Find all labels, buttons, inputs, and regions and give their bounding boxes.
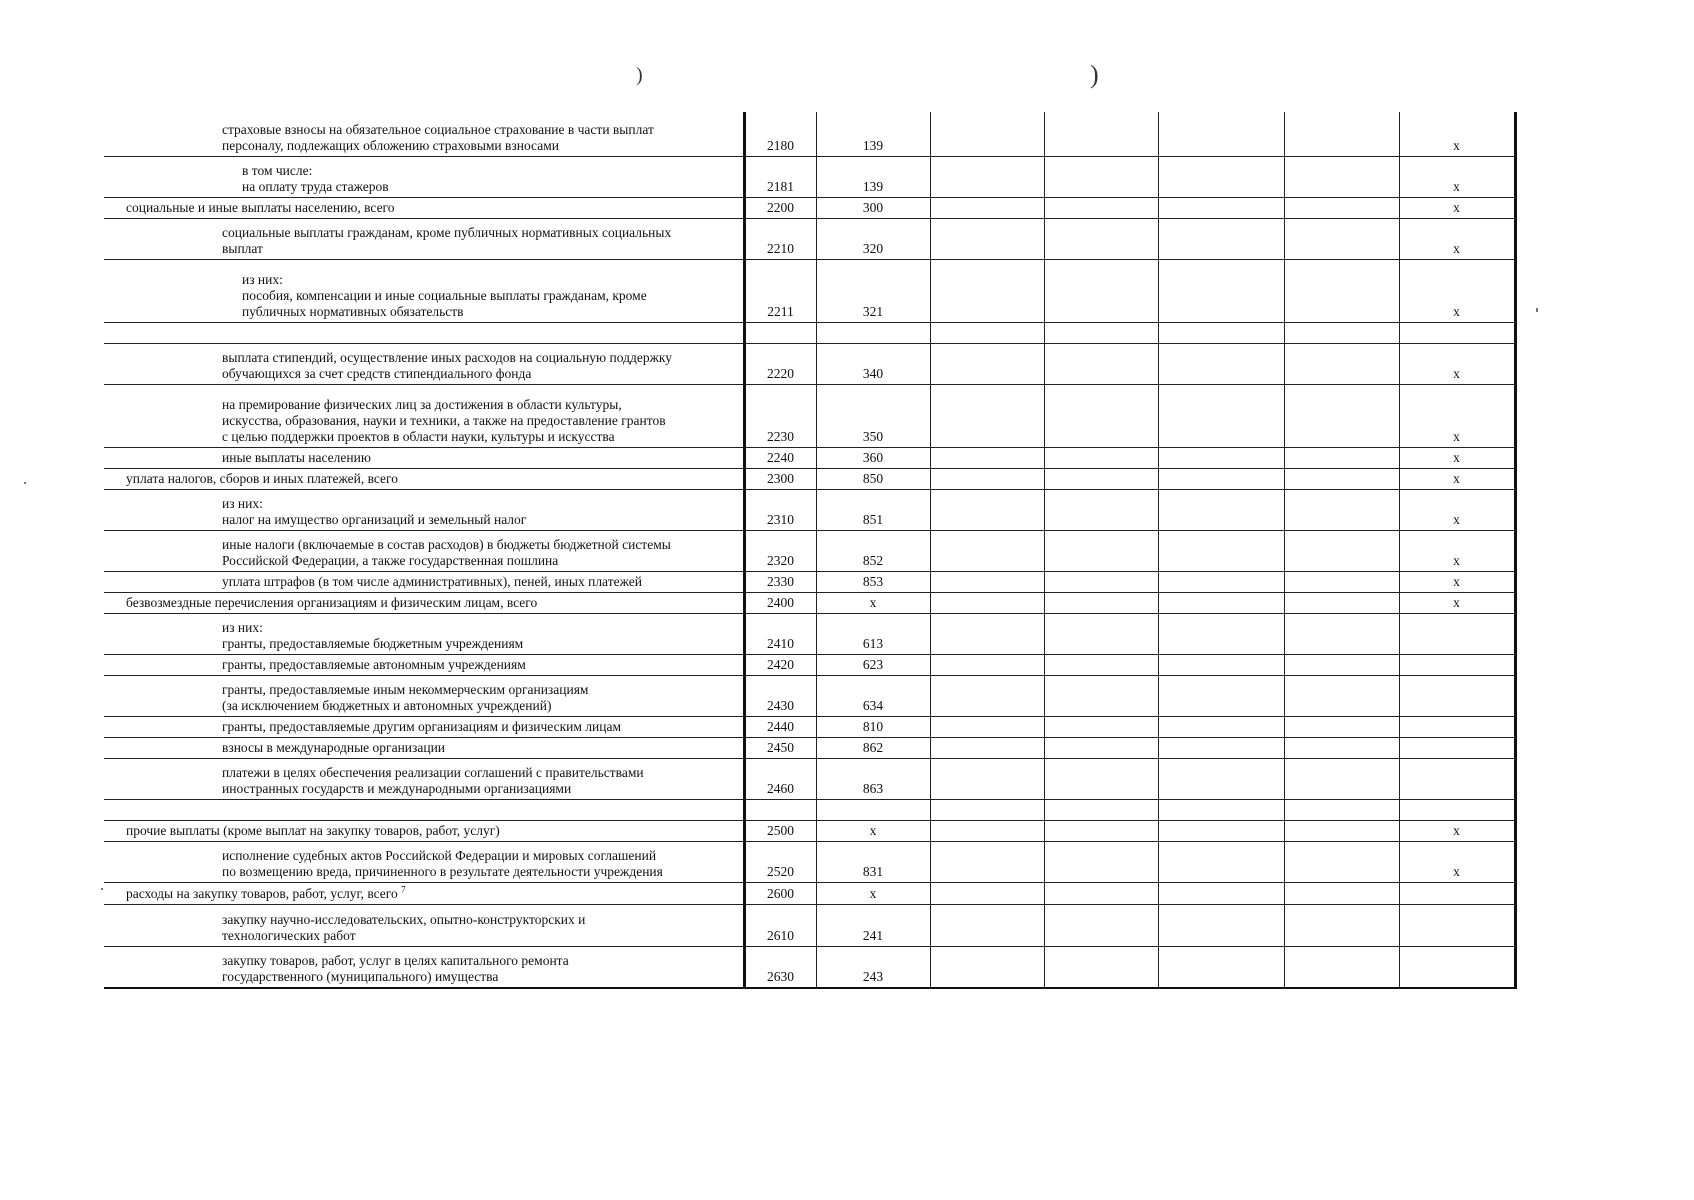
last-column-cell: x [1399, 447, 1515, 468]
amount-cell[interactable] [1044, 197, 1158, 218]
description-line: технологических работ [222, 927, 356, 943]
amount-cell[interactable] [1158, 218, 1284, 259]
row-description [104, 156, 744, 197]
amount-cell[interactable] [1158, 259, 1284, 322]
table-row [104, 384, 1515, 447]
line-code-cell: 2230 [744, 384, 816, 447]
description-line: социальные выплаты гражданам, кроме публичных нормативных социальных [222, 224, 672, 240]
amount-cell[interactable] [930, 675, 1044, 716]
amount-cell[interactable] [1044, 156, 1158, 197]
classification-code-cell: 139 [816, 112, 930, 156]
scan-speck [24, 482, 26, 484]
last-column-cell: x [1399, 197, 1515, 218]
amount-cell[interactable] [930, 737, 1044, 758]
description-line [222, 325, 739, 341]
classification-code-cell: x [816, 882, 930, 904]
amount-cell[interactable] [1158, 882, 1284, 904]
last-column-cell: x [1399, 259, 1515, 322]
classification-code-cell: 862 [816, 737, 930, 758]
table-row [104, 799, 1515, 820]
last-column-cell: x [1399, 384, 1515, 447]
amount-cell[interactable] [1284, 882, 1399, 904]
amount-cell[interactable] [930, 841, 1044, 882]
classification-code-cell: 613 [816, 613, 930, 654]
amount-cell[interactable] [930, 468, 1044, 489]
table-row [104, 530, 1515, 571]
amount-cell[interactable] [1158, 468, 1284, 489]
classification-code-cell: 810 [816, 716, 930, 737]
classification-code-cell: 321 [816, 259, 930, 322]
amount-cell[interactable] [1284, 259, 1399, 322]
description-line: закупку научно-исследовательских, опытно-конструкторских и [222, 911, 586, 927]
classification-code-cell: 851 [816, 489, 930, 530]
amount-cell[interactable] [1284, 841, 1399, 882]
classification-code-cell: 360 [816, 447, 930, 468]
line-code-cell: 2430 [744, 675, 816, 716]
description-line: персоналу, подлежащих обложению страховыми взносами [222, 137, 559, 153]
line-code-cell: 2600 [744, 882, 816, 904]
amount-cell[interactable] [1044, 259, 1158, 322]
row-description [104, 758, 744, 799]
amount-cell[interactable] [1284, 384, 1399, 447]
description-line: гранты, предоставляемые бюджетным учреждениям [222, 635, 524, 651]
amount-cell[interactable] [930, 654, 1044, 675]
amount-cell[interactable] [1158, 592, 1284, 613]
amount-cell[interactable] [1044, 758, 1158, 799]
amount-cell[interactable] [1158, 343, 1284, 384]
row-description [104, 447, 744, 468]
description-line: пособия, компенсации и иные социальные выплаты гражданам, кроме [242, 287, 647, 303]
description-line: государственного (муниципального) имущества [222, 969, 499, 984]
amount-cell[interactable] [1284, 571, 1399, 592]
table-row [104, 904, 1515, 946]
amount-cell[interactable] [1044, 882, 1158, 904]
amount-cell[interactable] [1284, 468, 1399, 489]
amount-cell[interactable] [1044, 675, 1158, 716]
row-description [104, 322, 744, 343]
amount-cell[interactable] [1044, 737, 1158, 758]
amount-cell[interactable] [1284, 904, 1399, 946]
description-line: иные выплаты населению [222, 449, 371, 465]
row-description [104, 799, 744, 820]
amount-cell[interactable] [1158, 530, 1284, 571]
last-column-cell: x [1399, 841, 1515, 882]
table-row [104, 841, 1515, 882]
table-row [104, 218, 1515, 259]
classification-code-cell: 623 [816, 654, 930, 675]
amount-cell[interactable] [1158, 156, 1284, 197]
row-description [104, 654, 744, 675]
last-column-cell [1399, 716, 1515, 737]
amount-cell[interactable] [1158, 654, 1284, 675]
stray-mark-left: ) [636, 64, 643, 86]
line-code-cell: 2450 [744, 737, 816, 758]
line-code-cell: 2610 [744, 904, 816, 946]
description-line: Российской Федерации, а также государственная пошлина [222, 552, 559, 568]
amount-cell[interactable] [930, 882, 1044, 904]
description-line: гранты, предоставляемые другим организациям и физическим лицам [222, 718, 622, 734]
last-column-cell: x [1399, 468, 1515, 489]
description-line: уплата налогов, сборов и иных платежей, всего [126, 470, 398, 486]
amount-cell[interactable] [1044, 654, 1158, 675]
amount-cell[interactable] [1044, 112, 1158, 156]
table-row [104, 654, 1515, 675]
last-column-cell [1399, 675, 1515, 716]
classification-code-cell [816, 322, 930, 343]
row-description [104, 592, 744, 613]
description-line: страховые взносы на обязательное социальное страхование в части выплат [222, 121, 654, 137]
amount-cell[interactable] [930, 489, 1044, 530]
line-code-cell: 2181 [744, 156, 816, 197]
last-column-cell [1399, 758, 1515, 799]
amount-cell[interactable] [1284, 946, 1399, 988]
amount-cell[interactable] [1044, 447, 1158, 468]
last-column-cell: x [1399, 218, 1515, 259]
amount-cell[interactable] [1158, 197, 1284, 218]
table-row [104, 343, 1515, 384]
description-line: с целью поддержки проектов в области науки, культуры и искусства [222, 428, 615, 444]
amount-cell[interactable] [930, 197, 1044, 218]
table-row [104, 322, 1515, 343]
description-line: безвозмездные перечисления организациям и физическим лицам, всего [126, 594, 538, 610]
amount-cell[interactable] [930, 799, 1044, 820]
amount-cell[interactable] [1158, 384, 1284, 447]
line-code-cell: 2320 [744, 530, 816, 571]
classification-code-cell: 850 [816, 468, 930, 489]
amount-cell[interactable] [1158, 799, 1284, 820]
description-line: выплата стипендий, осуществление иных расходов на социальную поддержку [222, 349, 673, 365]
description-line: иные налоги (включаемые в состав расходов) в бюджеты бюджетной системы [222, 536, 671, 552]
last-column-cell: x [1399, 112, 1515, 156]
table-row [104, 758, 1515, 799]
amount-cell[interactable] [930, 904, 1044, 946]
table-row [104, 737, 1515, 758]
description-line [126, 886, 739, 902]
table-body [104, 112, 1515, 988]
amount-cell[interactable] [1044, 841, 1158, 882]
line-code-cell: 2220 [744, 343, 816, 384]
scan-speck [1536, 308, 1538, 312]
amount-cell[interactable] [1284, 322, 1399, 343]
description-line [222, 802, 739, 818]
amount-cell[interactable] [1158, 841, 1284, 882]
amount-cell[interactable] [930, 758, 1044, 799]
amount-cell[interactable] [1044, 716, 1158, 737]
description-line: гранты, предоставляемые иным некоммерческим организациям [222, 681, 589, 697]
amount-cell[interactable] [1284, 112, 1399, 156]
row-description [104, 737, 744, 758]
row-description [104, 675, 744, 716]
row-description [104, 468, 744, 489]
amount-cell[interactable] [930, 384, 1044, 447]
line-code-cell: 2410 [744, 613, 816, 654]
amount-cell[interactable] [1158, 820, 1284, 841]
table-row [104, 592, 1515, 613]
description-line: на премирование физических лиц за достижения в области культуры, [222, 396, 622, 412]
row-description [104, 571, 744, 592]
description-line: из них: [222, 495, 263, 511]
table-row [104, 489, 1515, 530]
classification-code-cell: 350 [816, 384, 930, 447]
amount-cell[interactable] [1044, 489, 1158, 530]
row-description [104, 197, 744, 218]
amount-cell[interactable] [1284, 197, 1399, 218]
amount-cell[interactable] [930, 613, 1044, 654]
amount-cell[interactable] [1284, 654, 1399, 675]
amount-cell[interactable] [1044, 592, 1158, 613]
description-line: прочие выплаты (кроме выплат на закупку товаров, работ, услуг) [126, 822, 500, 838]
table-row [104, 820, 1515, 841]
classification-code-cell: 863 [816, 758, 930, 799]
amount-cell[interactable] [930, 946, 1044, 988]
description-line-text: расходы на закупку товаров, работ, услуг, всего [126, 885, 398, 901]
expenses-table [104, 112, 1517, 989]
amount-cell[interactable] [1158, 737, 1284, 758]
table-row [104, 675, 1515, 716]
amount-cell[interactable] [1158, 112, 1284, 156]
line-code-cell: 2400 [744, 592, 816, 613]
description-line: иностранных государств и международными организациями [222, 780, 572, 796]
row-description [104, 112, 744, 156]
description-line: налог на имущество организаций и земельный налог [222, 511, 527, 527]
amount-cell[interactable] [1044, 613, 1158, 654]
row-description [104, 882, 744, 904]
description-line: социальные и иные выплаты населению, всего [126, 199, 395, 215]
amount-cell[interactable] [1284, 675, 1399, 716]
table-row [104, 613, 1515, 654]
amount-cell[interactable] [1158, 675, 1284, 716]
amount-cell[interactable] [1044, 384, 1158, 447]
row-description [104, 343, 744, 384]
table-row [104, 571, 1515, 592]
classification-code-cell: 139 [816, 156, 930, 197]
classification-code-cell: 831 [816, 841, 930, 882]
table-row [104, 468, 1515, 489]
amount-cell[interactable] [1044, 468, 1158, 489]
table-row [104, 447, 1515, 468]
amount-cell[interactable] [1044, 218, 1158, 259]
stray-mark-right: ) [1090, 60, 1099, 89]
description-line: из них: [222, 619, 263, 635]
last-column-cell: x [1399, 489, 1515, 530]
description-line: обучающихся за счет средств стипендиального фонда [222, 365, 532, 381]
amount-cell[interactable] [1158, 613, 1284, 654]
amount-cell[interactable] [1158, 758, 1284, 799]
description-line: по возмещению вреда, причиненного в результате деятельности учреждения [222, 863, 663, 879]
scan-speck [101, 888, 103, 890]
row-description [104, 841, 744, 882]
last-column-cell [1399, 946, 1515, 988]
amount-cell[interactable] [1158, 322, 1284, 343]
description-line: закупку товаров, работ, услуг в целях капитального ремонта [222, 953, 569, 968]
last-column-cell: x [1399, 571, 1515, 592]
amount-cell[interactable] [930, 716, 1044, 737]
last-column-cell: x [1399, 530, 1515, 571]
amount-cell[interactable] [1044, 530, 1158, 571]
classification-code-cell [816, 799, 930, 820]
line-code-cell: 2520 [744, 841, 816, 882]
last-column-cell [1399, 613, 1515, 654]
table-row [104, 112, 1515, 156]
amount-cell[interactable] [930, 112, 1044, 156]
line-code-cell: 2440 [744, 716, 816, 737]
line-code-cell: 2210 [744, 218, 816, 259]
table-row [104, 197, 1515, 218]
amount-cell[interactable] [930, 447, 1044, 468]
amount-cell[interactable] [1284, 447, 1399, 468]
description-line: исполнение судебных актов Российской Федерации и мировых соглашений [222, 847, 657, 863]
classification-code-cell: 320 [816, 218, 930, 259]
line-code-cell: 2420 [744, 654, 816, 675]
amount-cell[interactable] [930, 322, 1044, 343]
amount-cell[interactable] [1284, 613, 1399, 654]
line-code-cell: 2200 [744, 197, 816, 218]
amount-cell[interactable] [1284, 218, 1399, 259]
table-row [104, 156, 1515, 197]
description-line: взносы в международные организации [222, 739, 446, 755]
row-description [104, 820, 744, 841]
amount-cell[interactable] [1284, 820, 1399, 841]
row-description [104, 946, 744, 988]
line-code-cell: 2180 [744, 112, 816, 156]
row-description [104, 259, 744, 322]
amount-cell[interactable] [1158, 716, 1284, 737]
amount-cell[interactable] [1158, 489, 1284, 530]
last-column-cell: x [1399, 343, 1515, 384]
amount-cell[interactable] [930, 820, 1044, 841]
last-column-cell [1399, 737, 1515, 758]
description-line: платежи в целях обеспечения реализации соглашений с правительствами [222, 764, 644, 780]
description-line: уплата штрафов (в том числе административных), пеней, иных платежей [222, 573, 642, 589]
line-code-cell: 2500 [744, 820, 816, 841]
description-line: публичных нормативных обязательств [242, 303, 464, 319]
classification-code-cell: 852 [816, 530, 930, 571]
last-column-cell [1399, 904, 1515, 946]
row-description [104, 489, 744, 530]
amount-cell[interactable] [1158, 447, 1284, 468]
amount-cell[interactable] [1044, 343, 1158, 384]
line-code-cell: 2300 [744, 468, 816, 489]
description-line: искусства, образования, науки и техники, а также на предоставление грантов [222, 412, 666, 428]
line-code-cell: 2240 [744, 447, 816, 468]
classification-code-cell: x [816, 592, 930, 613]
last-column-cell: x [1399, 820, 1515, 841]
amount-cell[interactable] [930, 156, 1044, 197]
amount-cell[interactable] [930, 259, 1044, 322]
description-line: (за исключением бюджетных и автономных учреждений) [222, 697, 552, 713]
amount-cell[interactable] [1044, 571, 1158, 592]
table-row [104, 259, 1515, 322]
amount-cell[interactable] [1284, 799, 1399, 820]
description-line: на оплату труда стажеров [242, 178, 389, 194]
amount-cell[interactable] [1158, 946, 1284, 988]
amount-cell[interactable] [930, 571, 1044, 592]
row-description [104, 904, 744, 946]
last-column-cell: x [1399, 592, 1515, 613]
classification-code-cell: 340 [816, 343, 930, 384]
amount-cell[interactable] [1044, 946, 1158, 988]
amount-cell[interactable] [1284, 592, 1399, 613]
amount-cell[interactable] [1284, 758, 1399, 799]
classification-code-cell: 300 [816, 197, 930, 218]
amount-cell[interactable] [930, 218, 1044, 259]
line-code-cell: 2460 [744, 758, 816, 799]
last-column-cell [1399, 322, 1515, 343]
amount-cell[interactable] [1284, 737, 1399, 758]
last-column-cell: x [1399, 156, 1515, 197]
table-row [104, 882, 1515, 904]
description-line: выплат [222, 240, 263, 256]
amount-cell[interactable] [1158, 904, 1284, 946]
row-description [104, 613, 744, 654]
amount-cell[interactable] [1284, 156, 1399, 197]
amount-cell[interactable] [1284, 343, 1399, 384]
line-code-cell [744, 799, 816, 820]
table-row [104, 716, 1515, 737]
description-line: гранты, предоставляемые автономным учреждениям [222, 656, 526, 672]
classification-code-cell: 634 [816, 675, 930, 716]
amount-cell[interactable] [930, 343, 1044, 384]
line-code-cell: 2330 [744, 571, 816, 592]
last-column-cell [1399, 882, 1515, 904]
description-line: из них: [242, 271, 283, 287]
amount-cell[interactable] [1284, 716, 1399, 737]
row-description [104, 384, 744, 447]
classification-code-cell: 853 [816, 571, 930, 592]
line-code-cell: 2630 [744, 946, 816, 988]
amount-cell[interactable] [1044, 799, 1158, 820]
amount-cell[interactable] [1284, 530, 1399, 571]
amount-cell[interactable] [1044, 820, 1158, 841]
amount-cell[interactable] [930, 592, 1044, 613]
last-column-cell [1399, 654, 1515, 675]
line-code-cell [744, 322, 816, 343]
row-description [104, 218, 744, 259]
description-line: в том числе: [242, 162, 313, 178]
amount-cell[interactable] [1044, 322, 1158, 343]
classification-code-cell: 243 [816, 946, 930, 988]
amount-cell[interactable] [1158, 571, 1284, 592]
line-code-cell: 2211 [744, 259, 816, 322]
row-description [104, 530, 744, 571]
last-column-cell [1399, 799, 1515, 820]
amount-cell[interactable] [1044, 904, 1158, 946]
amount-cell[interactable] [1284, 489, 1399, 530]
amount-cell[interactable] [930, 530, 1044, 571]
line-code-cell: 2310 [744, 489, 816, 530]
classification-code-cell: x [816, 820, 930, 841]
row-description [104, 716, 744, 737]
table-row [104, 946, 1515, 988]
footnote-mark: 7 [401, 884, 406, 894]
classification-code-cell: 241 [816, 904, 930, 946]
